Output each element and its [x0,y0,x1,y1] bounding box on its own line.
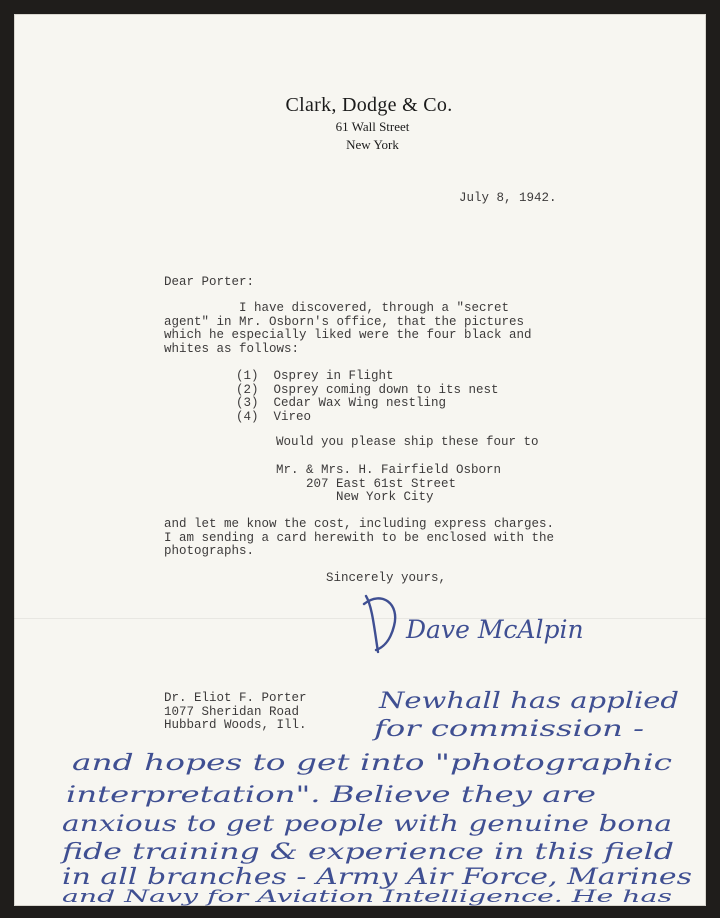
company-city: New York [346,137,399,152]
salutation: Dear Porter: [164,275,255,289]
signature-text: Dave McAlpin [406,615,584,644]
recipient-line: Hubbard Woods, Ill. [164,718,307,732]
list-item: (4) Vireo [236,409,312,424]
list-item: (1) Osprey in Flight [236,369,394,383]
company-name: Clark, Dodge & Co. [285,94,453,116]
list-item: (2) Osprey coming down to its nest [236,382,499,397]
recipient-line: 1077 Sheridan Road [164,704,300,719]
list-item: (3) Cedar Wax Wing nestling [236,396,447,410]
letter-page [14,14,706,906]
recipient-line: Dr. Eliot F. Porter [164,691,307,705]
closing: Sincerely yours, [326,571,447,585]
address-line: Mr. & Mrs. H. Fairfield Osborn [276,463,502,477]
letterhead [14,94,706,153]
letter-date: July 8, 1942. [459,191,557,205]
body-paragraph-2: and let me know the cost, including express charges. I am sending a card herewith to be enclosed with the photographs. [164,517,555,558]
note-line: fide training & experience in this field [59,840,675,865]
note-line: and hopes to get into "photographic [72,751,672,776]
handwritten-note [14,676,706,906]
shipping-request: Would you please ship these four to [276,435,539,449]
note-line: Newhall has applied [377,689,679,714]
address-line: 207 East 61st Street [276,476,457,491]
note-line: interpretation". Believe they are [66,783,596,808]
address-line: New York City [276,490,434,504]
photo-list [236,370,499,424]
company-address: 61 Wall Street [335,119,410,134]
note-line: and Navy for Aviation Intelligence. He has [62,887,673,906]
shipping-address [276,464,501,505]
note-line: for commission - [371,717,644,742]
body-paragraph-1: I have discovered, through a "secret agent" in Mr. Osborn's office, that the pictures which he especially liked were the four black and whites as follows: [164,301,532,356]
handwritten-signature [354,586,654,666]
note-line: anxious to get people with genuine bona [62,812,672,837]
note-line: in all branches - Army Air Force, Marines [62,865,692,890]
